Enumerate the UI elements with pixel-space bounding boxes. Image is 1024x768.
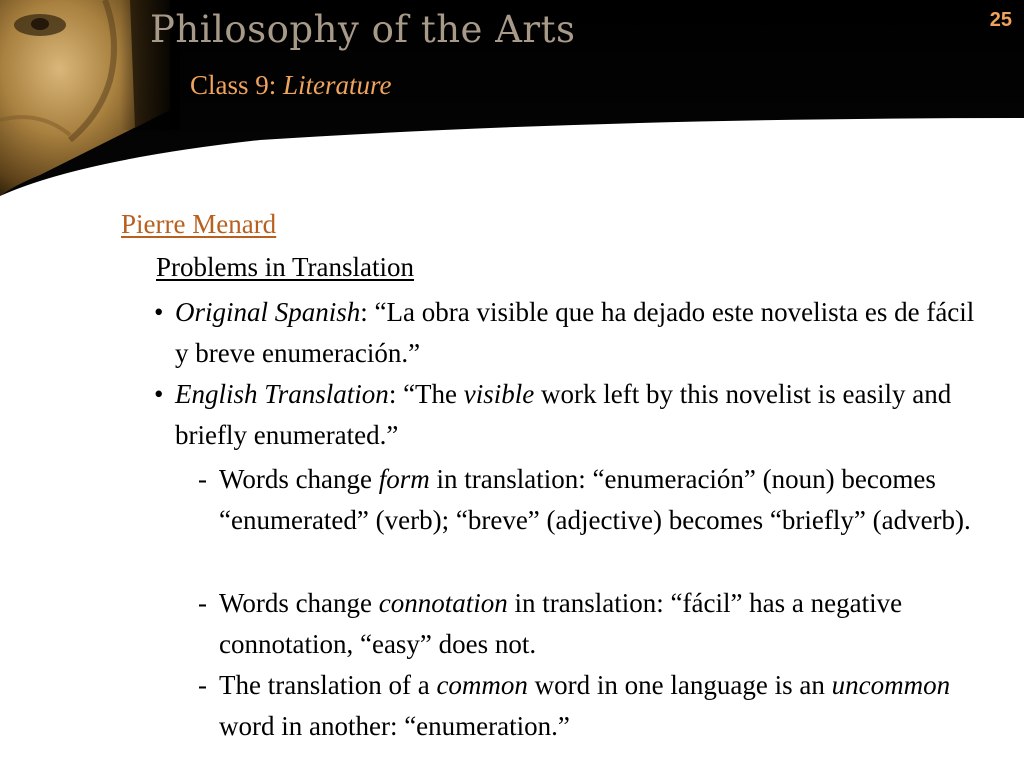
bullet-text [175,374,994,456]
bullet-mark: • [154,297,164,327]
subpoint-emphasis-2: uncommon [831,670,951,700]
subpoint-common-word [198,665,988,747]
course-title: Philosophy of the Arts [150,8,576,51]
subpoint-connotation [198,583,988,665]
subpoint-end: word in another: “enumeration.” [219,711,570,741]
slide-number: 25 [989,9,1012,31]
subpoint-end: in translation: “enumeración” (noun) becomes “enumerated” (verb); “breve” (adjective) becomes “briefly” (adverb). [219,464,971,535]
subpoint-start: The translation of a [219,670,437,700]
subpoint-text [219,459,988,541]
subpoint-emphasis: connotation [378,588,508,618]
bullet-mark: • [154,379,164,409]
bullet-label: Original Spanish [175,297,361,327]
bullet-text [175,292,994,374]
bullet-english-translation [154,374,994,456]
subpoint-text [219,665,988,747]
subpoint-start: Words change [219,464,379,494]
class-label: Class 9: [190,70,284,100]
bullet-original-spanish [154,292,994,374]
subpoint-end: in translation: “fácil” has a negative connotation, “easy” does not. [219,588,903,659]
subpoint-form [198,459,988,541]
dash-mark: - [198,464,207,494]
bullet-label: English Translation [175,379,389,409]
subpoint-start: Words change [219,588,379,618]
subpoint-emphasis: form [378,464,430,494]
dash-mark: - [198,588,207,618]
bullet-body-start: : “The [388,379,464,409]
subsection-title: Problems in Translation [156,252,415,282]
bullet-body: : “La obra visible que ha dejado este novelista es de fácil y breve enumeración.” [175,297,975,368]
dash-mark: - [198,670,207,700]
subpoint-text [219,583,988,665]
bullet-emphasis: visible [463,379,535,409]
section-title-link[interactable]: Pierre Menard [121,209,277,239]
subpoint-emphasis: common [436,670,528,700]
class-topic: Literature [283,70,392,100]
bullet-body-end: work left by this novelist is easily and briefly enumerated.” [175,379,952,450]
subpoint-middle: word in one language is an [527,670,832,700]
